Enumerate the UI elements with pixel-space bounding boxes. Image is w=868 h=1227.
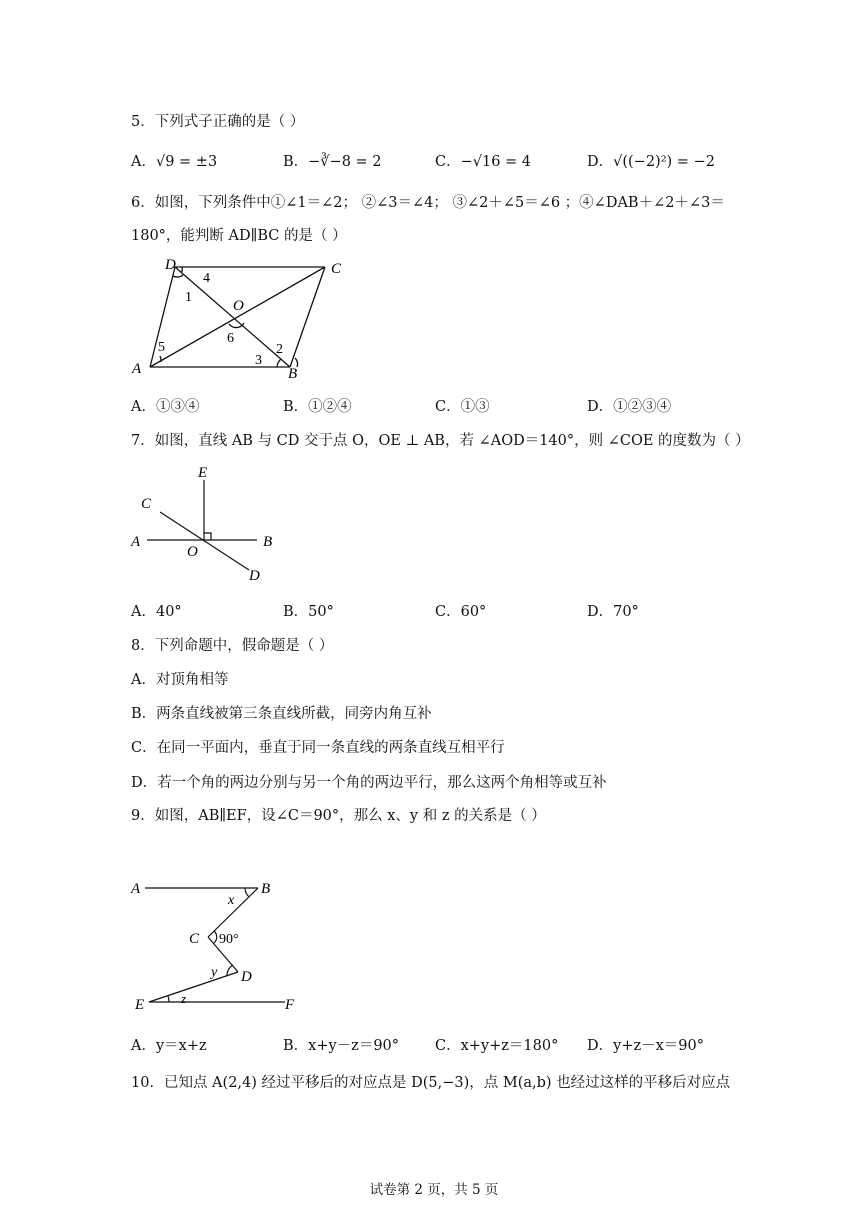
- q5-option-c: C．−√16 = 4: [435, 154, 532, 170]
- q6-stem-line1: 6．如图，下列条件中①∠1＝∠2； ②∠3＝∠4； ③∠2＋∠5＝∠6 ；④∠DAB＋∠2＋∠3＝: [131, 195, 725, 211]
- q7-label-a: A: [131, 534, 141, 550]
- q6-parallelogram-figure: [125, 252, 355, 384]
- q5-option-a: A．√9 = ±3: [131, 154, 218, 170]
- q6-label-d: D: [165, 257, 176, 273]
- q6-angle-2: 2: [276, 342, 283, 357]
- q6-label-a: A: [132, 361, 142, 377]
- q9-angle-y: y: [211, 965, 218, 980]
- q9-label-d: D: [241, 969, 252, 985]
- q6-label-c: C: [331, 261, 342, 277]
- q8-option-c: C．在同一平面内，垂直于同一条直线的两条直线互相平行: [131, 740, 505, 756]
- q6-option-c: C．①③: [435, 399, 490, 415]
- q6-stem-line2: 180°，能判断 AD∥BC 的是（ ）: [131, 228, 347, 244]
- q9-angle-x: x: [228, 893, 235, 908]
- q9-label-c: C: [189, 931, 200, 947]
- q9-label-a: A: [131, 881, 141, 897]
- q5-stem: 5．下列式子正确的是（ ）: [131, 114, 305, 130]
- q6-label-b: B: [288, 366, 298, 382]
- q6-label-o: O: [233, 298, 244, 314]
- q5-option-d: D．√((−2)²) = −2: [587, 154, 715, 170]
- q8-option-b: B．两条直线被第三条直线所截，同旁内角互补: [131, 706, 432, 722]
- q7-label-d: D: [249, 568, 260, 584]
- q7-option-c: C．60°: [435, 604, 487, 620]
- q9-option-a: A．y＝x+z: [131, 1038, 207, 1054]
- page-footer: 试卷第 2 页，共 5 页: [369, 1182, 499, 1198]
- q7-label-c: C: [141, 496, 152, 512]
- q6-option-d: D．①②③④: [587, 399, 672, 415]
- q8-option-a: A．对顶角相等: [131, 672, 229, 688]
- q6-angle-3: 3: [255, 353, 262, 368]
- q9-label-b: B: [261, 881, 271, 897]
- q9-option-c: C．x+y+z＝180°: [435, 1038, 559, 1054]
- q9-angle-z: z: [181, 991, 187, 1006]
- q6-angle-4: 4: [203, 271, 210, 286]
- q7-label-b: B: [263, 534, 273, 550]
- q7-option-a: A．40°: [131, 604, 182, 620]
- q7-stem: 7．如图，直线 AB 与 CD 交于点 O，OE ⊥ AB，若 ∠AOD＝140°，则 ∠COE 的度数为（ ）: [131, 433, 750, 449]
- q6-angle-5: 5: [158, 340, 165, 355]
- q9-option-d: D．y+z－x＝90°: [587, 1038, 704, 1054]
- q8-stem: 8．下列命题中，假命题是（ ）: [131, 638, 334, 654]
- q6-option-a: A．①③④: [131, 399, 200, 415]
- q8-option-d: D．若一个角的两边分别与另一个角的两边平行，那么这两个角相等或互补: [131, 775, 607, 791]
- q9-label-f: F: [285, 997, 295, 1013]
- q7-option-d: D．70°: [587, 604, 639, 620]
- q6-angle-6: 6: [227, 331, 234, 346]
- q9-label-e: E: [135, 997, 145, 1013]
- q9-zigzag-figure: [125, 870, 310, 1015]
- q7-label-e: E: [198, 465, 208, 481]
- q9-stem: 9．如图，AB∥EF，设∠C＝90°，那么 x、y 和 z 的关系是（ ）: [131, 808, 546, 824]
- q5-option-b: B．−∛−8 = 2: [283, 154, 382, 170]
- q9-angle-c: 90°: [219, 932, 239, 947]
- q6-angle-1: 1: [185, 290, 192, 305]
- q10-stem: 10．已知点 A(2,4) 经过平移后的对应点是 D(5,−3)，点 M(a,b) 也经过这样的平移后对应点: [131, 1075, 731, 1091]
- q6-option-b: B．①②④: [283, 399, 352, 415]
- q7-lines-figure: [125, 460, 290, 590]
- q9-option-b: B．x+y－z＝90°: [283, 1038, 400, 1054]
- q7-option-b: B．50°: [283, 604, 334, 620]
- q7-label-o: O: [187, 544, 198, 560]
